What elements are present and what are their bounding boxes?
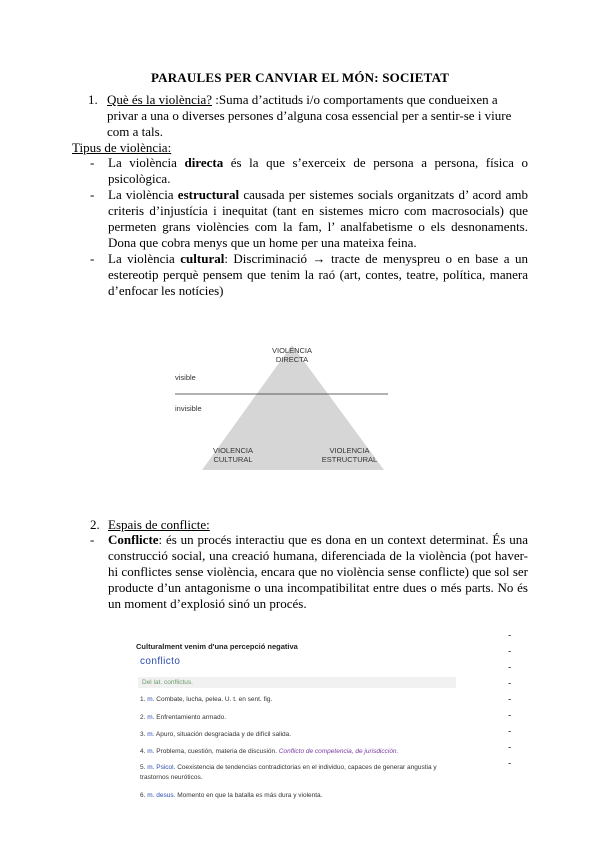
- dictionary-title: Culturalment venim d'una percepció negativa: [136, 642, 298, 651]
- def-1-text: Combate, lucha, pelea. U. t. en sent. fig.: [154, 696, 273, 703]
- section1-text-l2: privar a una o diverses persones d’alguna cosa essencial per a sentir-se i viure: [107, 108, 512, 123]
- def-6-text: Momento en que la batalla es más dura y violenta.: [175, 792, 323, 799]
- section1-line1: [107, 92, 527, 108]
- type-item-direct-post: és la que s’exerceix de persona a persona, física o psicològica.: [108, 155, 528, 186]
- section2-heading: [108, 517, 210, 533]
- type-item-direct-pre: La violència: [108, 155, 185, 170]
- side-dash-9: -: [508, 758, 512, 769]
- def-4-example: Conflicto de competencia, de jurisdicción.: [278, 748, 399, 755]
- side-dash-3: -: [508, 662, 512, 673]
- type-item-cultural: [108, 251, 528, 299]
- type-item-structural-pre: La violència: [108, 187, 178, 202]
- type-item-direct: [108, 155, 528, 187]
- section1-number: 1.: [88, 92, 98, 107]
- conflict-definition: [108, 532, 528, 612]
- def-2-num: 2.: [140, 714, 146, 721]
- diagram-right-l2: ESTRUCTURAL: [321, 455, 378, 464]
- def-6-num: 6.: [140, 792, 146, 799]
- diagram-right-l1: VIOLENCIA: [329, 446, 370, 455]
- dictionary-word: conflicto: [140, 656, 181, 667]
- side-dash-1: -: [508, 630, 512, 641]
- types-heading: [72, 140, 171, 156]
- def-2-gram: m.: [147, 714, 155, 721]
- def-5-num: 5.: [140, 764, 146, 771]
- types-heading-text: Tipus de violència:: [72, 140, 172, 155]
- side-dash-5: -: [508, 694, 512, 705]
- dictionary-def-5: [140, 763, 440, 783]
- dash-2: -: [90, 187, 95, 202]
- section2-number: 2.: [90, 517, 100, 532]
- section1-heading: Què és la violència?: [107, 92, 213, 107]
- def-2-text: Enfrentamiento armado.: [154, 714, 227, 721]
- diagram-left-l1: VIOLENCIA: [212, 446, 253, 455]
- section2-heading-text: Espais de conflicte:: [108, 517, 210, 532]
- type-item-structural-post: causada per sistemes socials organitzats d’ acord amb criteris d’injustícia i inequitat (tant en sistemes micro com macrosocials) que permeten grans violències com la fam, l’ analfabetisme o els desnonaments. Dona que cobra menys que un home per una mateixa feina.: [108, 187, 528, 250]
- dictionary-excerpt: [130, 638, 460, 808]
- dictionary-def-4: [140, 747, 460, 757]
- side-dash-7: -: [508, 726, 512, 737]
- page-title: PARAULES PER CANVIAR EL MÓN: SOCIETAT: [150, 70, 450, 85]
- diagram-visible-label: visible: [175, 373, 196, 382]
- def-4-text: Problema, cuestión, materia de discusión.: [154, 748, 279, 755]
- type-item-cultural-pre: La violència: [108, 251, 181, 266]
- dictionary-def-2: [140, 713, 460, 723]
- conflict-text: : és un procés interactiu que es dona en un context determinat. És una construcció social, una creació humana, diferenciada de la violència (pot haver-hi conflictes sense violència, encara que no violència sense conflicte) que sol ser producte d’un antagonisme o una incompatibilitat entre dues o més parts. No és un moment d’explosió sinó un procés.: [108, 532, 528, 611]
- side-dash-8: -: [508, 742, 512, 753]
- diagram-invisible-label: invisible: [175, 404, 202, 413]
- dictionary-def-3: [140, 730, 460, 740]
- diagram-right-label: [312, 446, 387, 464]
- def-3-gram: m.: [147, 731, 155, 738]
- diagram-top-l2: DIRECTA: [275, 355, 309, 364]
- type-item-cultural-post: : Discriminació → tracte de menyspreu o en base a un estereotip perquè pensem que tenim la raó (art, contes, teatre, política, manera d’enfocar les notícies): [108, 251, 528, 298]
- def-3-text: Apuro, situación desgraciada y de difícil salida.: [154, 731, 292, 738]
- dictionary-def-1: [140, 695, 460, 705]
- def-4-gram: m.: [147, 748, 155, 755]
- def-1-num: 1.: [140, 696, 146, 703]
- def-5-gram: m. Psicol.: [147, 764, 176, 771]
- side-dash-6: -: [508, 710, 512, 721]
- side-dash-4: -: [508, 678, 512, 689]
- diagram-left-label: [203, 446, 263, 464]
- dash-3: -: [90, 251, 95, 266]
- dash-1: -: [90, 155, 95, 170]
- dictionary-def-6: [140, 791, 460, 801]
- type-item-structural-bold: estructural: [177, 187, 240, 202]
- dictionary-origin: Del lat. conflictus.: [138, 677, 456, 688]
- type-item-cultural-bold: cultural: [180, 251, 225, 266]
- def-4-num: 4.: [140, 748, 146, 755]
- def-1-gram: m.: [147, 696, 155, 703]
- def-3-num: 3.: [140, 731, 146, 738]
- diagram-left-l2: CULTURAL: [213, 455, 253, 464]
- type-item-structural: [108, 187, 528, 251]
- side-dash-2: -: [508, 646, 512, 657]
- section1-text-l1: :Suma d’actituds i/o comportaments que condueixen a: [212, 92, 498, 107]
- conflict-bold: Conflicte: [108, 532, 159, 547]
- section1-text-l3: com a tals.: [107, 124, 163, 139]
- def-6-gram: m. desus.: [147, 792, 176, 799]
- dash-4: -: [90, 532, 95, 547]
- diagram-top-label: [262, 346, 322, 364]
- diagram-top-l1: VIOLENCIA: [271, 346, 312, 355]
- type-item-direct-bold: directa: [184, 155, 224, 170]
- def-5-text: Coexistencia de tendencias contradictorias en el individuo, capaces de generar angustia y trastornos neuróticos.: [140, 764, 437, 781]
